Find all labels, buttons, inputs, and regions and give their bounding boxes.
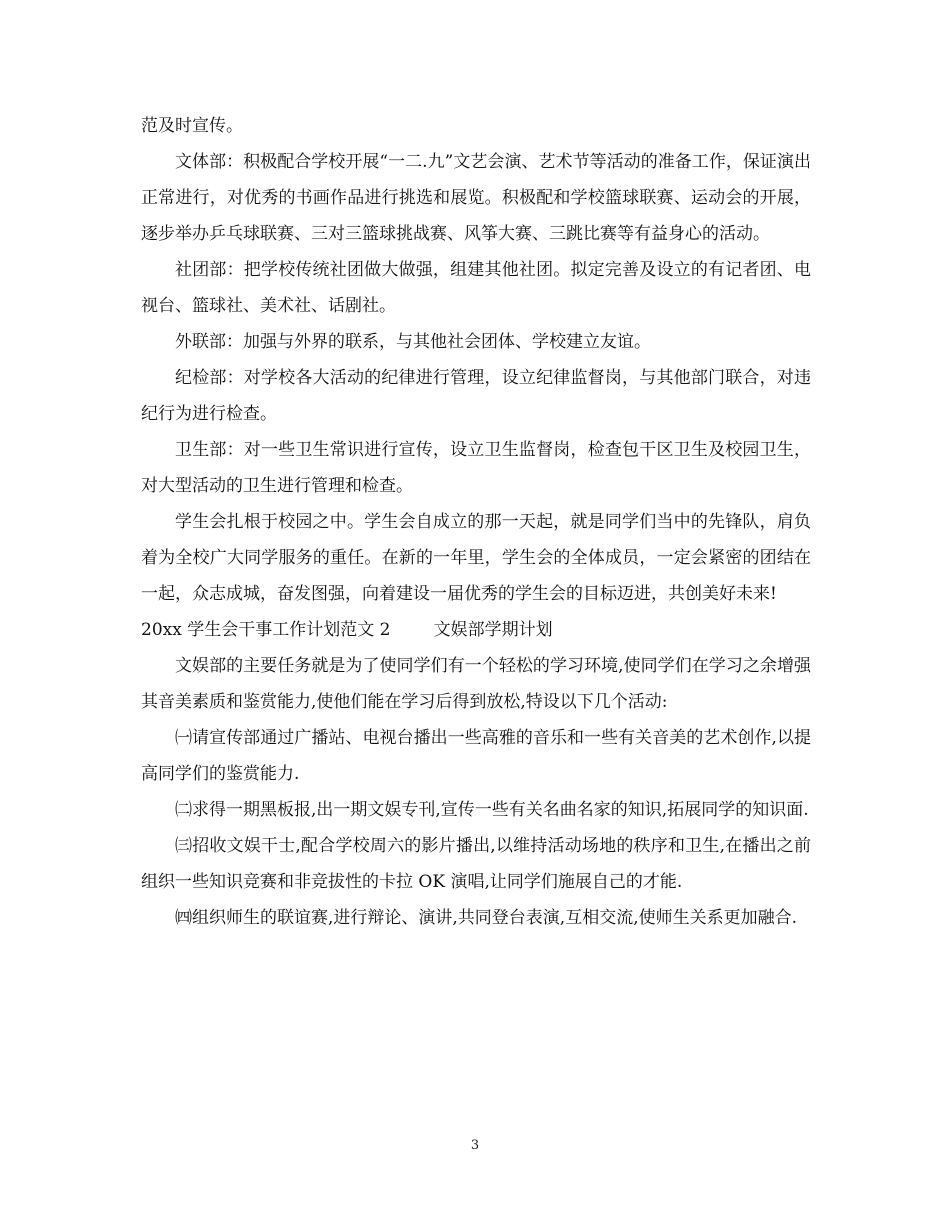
page-number: 3 [470, 1138, 480, 1153]
paragraph-conclusion: 学生会扎根于校园之中。学生会自成立的那一天起，就是同学们当中的先锋队，肩负着为全校广大同学服务的重任。在新的一年里，学生会的全体成员，一定会紧密的团结在一起，众志成城，奋发图强，向着建设一届优秀的学生会的目标迈进，共创美好未来! [141, 512, 811, 604]
paragraph-sports-dept: 文体部：积极配合学校开展“一二.九”文艺会演、艺术节等活动的准备工作，保证演出正常进行，对优秀的书画作品进行挑选和展览。积极配和学校篮球联赛、运动会的开展，逐步举办乒乓球联赛、三对三篮球挑战赛、风筝大赛、三跳比赛等有益身心的活动。 [141, 152, 811, 244]
list-item-4: ㈣组织师生的联谊赛,进行辩论、演讲,共同登台表演,互相交流,使师生关系更加融合. [175, 908, 798, 928]
paragraph-discipline-dept: 纪检部：对学校各大活动的纪律进行管理，设立纪律监督岗，与其他部门联合，对违纪行为进行检查。 [141, 368, 811, 424]
paragraph-entertainment-intro: 文娱部的主要任务就是为了使同学们有一个轻松的学习环境,使同学们在学习之余增强其音美素质和鉴赏能力,使他们能在学习后得到放松,特设以下几个活动: [141, 656, 811, 712]
paragraph-continuation: 范及时宣传。 [141, 116, 243, 136]
section-heading: 20xx 学生会干事工作计划范文 2 文娱部学期计划 [141, 620, 553, 640]
paragraph-club-dept: 社团部：把学校传统社团做大做强，组建其他社团。拟定完善及设立的有记者团、电视台、篮球社、美术社、话剧社。 [141, 260, 811, 316]
list-item-2: ㈡求得一期黑板报,出一期文娱专刊,宣传一些有关名曲名家的知识,拓展同学的知识面. [175, 800, 809, 820]
paragraph-hygiene-dept: 卫生部：对一些卫生常识进行宣传，设立卫生监督岗，检查包干区卫生及校园卫生，对大型活动的卫生进行管理和检查。 [141, 440, 811, 496]
list-item-1: ㈠请宣传部通过广播站、电视台播出一些高雅的音乐和一些有关音美的艺术创作,以提高同学们的鉴赏能力. [141, 728, 811, 784]
paragraph-liaison-dept: 外联部：加强与外界的联系，与其他社会团体、学校建立友谊。 [175, 332, 651, 352]
list-item-3: ㈢招收文娱干士,配合学校周六的影片播出,以维持活动场地的秩序和卫生,在播出之前组织一些知识竞赛和非竞拔性的卡拉 OK 演唱,让同学们施展自己的才能. [141, 836, 811, 892]
document-body [141, 108, 811, 936]
